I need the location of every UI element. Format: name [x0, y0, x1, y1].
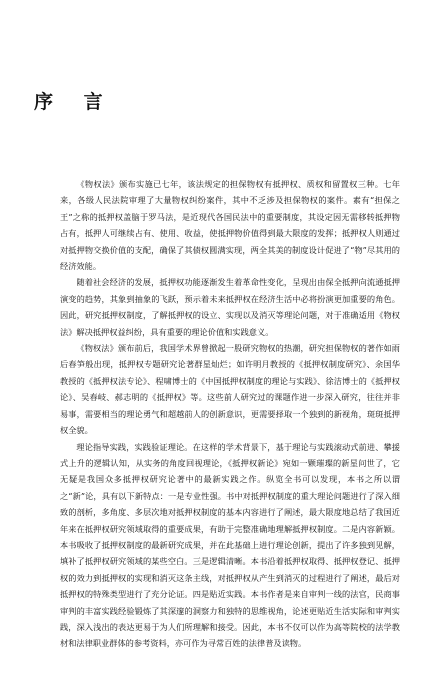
paragraph: 随着社会经济的发展，抵押权功能逐渐发生着革命性变化，呈现出由保全抵押向流通抵押演变的趋势，其象到抽象的飞跃，预示着未来抵押权在经济生活中必将扮演更加重要的角色。因此，研究抵押权制度，了解抵押权的设立、实现以及消灭等理论问题，对于准确适用《物权法》解决抵押权益纠纷，具有重要的理论价值和实践意义。 — [60, 277, 400, 337]
paragraph: 理论指导实践，实践验证理论。在这样的学术背景下，基于理论与实践滚动式前进、攀援式上升的逻辑认知，从实务的角度回视理论，《抵押权新论》宛如一颗璀璨的新星问世了，它无疑是我国众多抵押权研究论著中的最新实践之作。纵览全书可以发现，本书之所以谓之“新”论，具有以下新特点：一是专业性强。书中对抵押权制度的重大理论问题进行了深入细致的剖析，多角度、多层次地对抵押权制度的基本内容进行了阐述，最大限度地总结了我国近年来在抵押权研究领域取得的重要成果，有助于完整准确地理解抵押权制度。二是内容新颖。本书吸收了抵押权制度的最新研究成果，并在此基础上进行理论创新，提出了许多独到见解，填补了抵押权研究领域的某些空白。三是逻辑清晰。本书沿着抵押权取得、抵押权登记、抵押权的效力到抵押权的实现和消灭这条主线，对抵押权从产生到消灭的过程进行了阐述，最后对抵押权的特殊类型进行了充分论证。四是贴近实践。本书作者是来自审判一线的法官，民商事审判的丰富实践经验锻炼了其深邃的洞察力和独特的思维视角，论述更贴近生活实际和审判实践，深入浅出的表达更易于为人们所理解和接受。因此，本书不仅可以作为高等院校的法学教材和法律职业群体的参考资料，亦可作为寻常百姓的法律普及读物。 — [60, 441, 400, 649]
body-text — [60, 176, 400, 652]
page-title: 序 言 — [34, 91, 115, 113]
paragraph: 《物权法》颁布实施已七年，该法规定的担保物权有抵押权、质权和留置权三种。七年来，各级人民法院审理了大量物权纠纷案件，其中不乏涉及担保物权的案件。素有“担保之王”之称的抵押权盖脑于罗马法，是近现代各国民法中的重要制度，其设定因无需移转抵押物占有，抵押人可继续占有、使用、收益，使抵押物价值得到最大限度的发挥；抵押权人则通过对抵押物交换价值的支配，确保了其债权圆满实现，两全其美的制度设计促进了“物”尽其用的经济效能。 — [60, 179, 400, 272]
paragraph: 《物权法》颁布前后，我国学术界曾掀起一股研究物权的热潮，研究担保物权的著作如雨后春笋般出现，抵押权专题研究论著群星灿烂；如许明月教授的《抵押权制度研究》、余国华教授的《抵押权法专论》、程啸博士的《中国抵押权制度的理论与实践》、徐洁博士的《抵押权论》、吴春岐、郝志明的《抵押权》等。这些前人研究过的课题作进一步深入研究，往往并非易事，需要相当的理论勇气和超越前人的创新意识，更需要择取一个独到的新视角，斑斑抵押权全貌。 — [60, 343, 400, 436]
